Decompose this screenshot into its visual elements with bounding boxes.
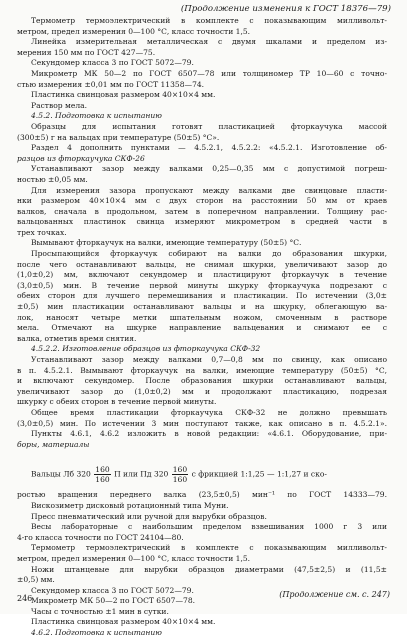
text-line: трех точках. <box>17 227 67 237</box>
text-line: Пластинка свинцовая размером 40×10×4 мм. <box>31 617 216 627</box>
page-header: (Продолжение изменения к ГОСТ 18376—79) <box>180 4 391 14</box>
text-line: Устанавливают зазор между валками 0,25—0,35 мм с допустимой погреш- <box>31 164 387 174</box>
rollers-formula <box>17 450 387 490</box>
text-line: Секундомер класса 3 по ГОСТ 5072—79. <box>31 585 194 595</box>
formula-middle: П или Пд 320 <box>114 469 169 479</box>
text-line: Термометр термоэлектрический в комплекте с показывающим милливольт- <box>31 16 387 25</box>
text-line: боры, материалы <box>17 439 90 449</box>
text-line: и включают секундомер. После образования шкурки останавливают вальцы, <box>17 376 387 386</box>
text-line: ±0,5) мин пластикации останавливают вальцы и на шкурку, облегающую ва- <box>17 302 387 312</box>
text-line: Линейка измерительная металлическая с двумя шкалами и пределом из- <box>31 37 387 47</box>
section-heading: 4.5.2. Подготовка к испытанию <box>31 111 162 121</box>
text-line: ростью вращения переднего валка (23,5±0,5) мин⁻¹ по ГОСТ 14333—79. <box>17 490 387 500</box>
text-line: шкурку с обеих сторон в течение первой минуты. <box>17 397 217 407</box>
text-line: Ножи штанцевые для вырубки образцов диаметрами (47,5±2,5) и (11,5± <box>31 564 387 574</box>
text-line: Вискозиметр дисковый ротационный типа Муни. <box>31 500 229 510</box>
formula-suffix: с фрикцией 1:1,25 — 1:1,27 и ско- <box>191 469 327 479</box>
formula-prefix: Вальцы Лб 320 <box>31 469 91 479</box>
text-line: Образцы для испытания готовят пластикацией фторкаучука массой <box>31 121 387 131</box>
text-line: Вымывают фторкаучук на валки, имеющие температуру (50±5) °С. <box>31 238 302 248</box>
text-line: Раствор мела. <box>31 100 88 110</box>
text-line: в п. 4.5.2.1. Вымывают фторкаучук на валки, имеющие температуру (50±5) °С, <box>17 365 387 375</box>
continued-note: (Продолжение см. с. 247) <box>279 590 390 599</box>
text-line: мела. Отмечают на шкурке направление вальцевания и снимают ее с <box>17 323 387 333</box>
text-line: (300±5) г на вальцах при температуре (50±5) °С». <box>17 132 220 142</box>
text-line: увеличивают зазор до (1,0±0,2) мм и продолжают пластикацию, подрезая <box>17 386 387 396</box>
text-line: (1,0±0,2) мм, включают секундомер и пластицируют фторкаучук в течение <box>17 270 387 280</box>
text-line: ±0,5) мм. <box>17 575 55 585</box>
text-line: после чего останавливают вальцы, не снимая шкурки, увеличивают зазор до <box>17 259 387 269</box>
text-line: метром, предел измерения 0—100 °С, класс точности 1,5. <box>17 553 251 563</box>
text-line: разцов из фторкаучука СКФ-26 <box>17 153 145 163</box>
fraction <box>94 465 110 484</box>
text-line: Пресс пневматический или ручной для вырубки образцов. <box>31 511 267 521</box>
text-line: Раздел 4 дополнить пунктами — 4.5.2.1, 4.5.2.2: «4.5.2.1. Изготовление об- <box>31 143 387 153</box>
text-line: Пункты 4.6.1, 4.6.2 изложить в новой редакции: «4.6.1. Оборудование, при- <box>31 429 387 439</box>
document-body <box>17 16 387 639</box>
text-line: Часы с точностью ±1 мин в сутки. <box>31 606 169 616</box>
text-line: (3,0±0,5) мин. В течение первой минуты шкурку фторкаучука подрезают с <box>17 280 387 290</box>
text-line: валков, сначала в продольном, затем в поперечном направлении. Толщину рас- <box>17 206 387 216</box>
section-heading: 4.6.2. Подготовка к испытанию <box>31 628 162 638</box>
text-line: (3,0±0,5) мин. По истечении 3 мин поступают также, как описано в п. 4.5.2.1». <box>17 418 387 428</box>
text-line: обеих сторон для лучшего перемешивания и пластикации. По истечении (3,0± <box>17 291 387 301</box>
text-line: валка, отметив время снятия. <box>17 333 137 343</box>
fraction-numerator: 160 <box>172 465 188 475</box>
section-heading: 4.5.2.2. Изготовление образцов из фторкаучука СКФ-32 <box>31 344 261 354</box>
text-line: Секундомер класса 3 по ГОСТ 5072—79. <box>31 58 194 68</box>
text-line: 4-го класса точности по ГОСТ 24104—80. <box>17 532 184 542</box>
fraction-numerator: 160 <box>95 465 110 475</box>
text-line: Термометр термоэлектрический в комплекте с показывающим милливольт- <box>31 543 387 553</box>
fraction <box>172 465 188 484</box>
text-line: Микрометр МК 50—2 по ГОСТ 6507—78. <box>31 596 196 606</box>
fraction-denominator: 160 <box>95 475 110 485</box>
text-line: Для измерения зазора пропускают между валками две свинцовые пласти- <box>31 185 387 195</box>
text-line: Общее время пластикации фторкаучука СКФ-32 не должно превышать <box>31 407 387 417</box>
text-line: Просыпающийся фторкаучук собирают на валки до образования шкурки, <box>31 249 387 259</box>
text-line: нки размером 40×10×4 мм с двух сторон на расстоянии 50 мм от краев <box>17 196 387 206</box>
text-line: ностью ±0,05 мм. <box>17 174 88 184</box>
text-line: Пластинка свинцовая размером 40×10×4 мм. <box>31 90 216 100</box>
text-line: Микрометр МК 50—2 по ГОСТ 6507—78 или толщиномер ТР 10—60 с точно- <box>31 68 387 78</box>
text-line: лок, наносят четыре метки шпательным ножом, смоченным в растворе <box>17 312 387 322</box>
text-line: стью измерения ±0,01 мм по ГОСТ 11358—74. <box>17 79 205 89</box>
page-number: 246 <box>17 594 33 603</box>
text-line: вальцованных пластинок свинца измеряют микрометром в средней части в <box>17 217 387 227</box>
text-line: Устанавливают зазор между валками 0,7—0,8 мм по свинцу, как описано <box>31 355 387 364</box>
text-line: мерения 150 мм по ГОСТ 427—75. <box>17 47 156 57</box>
text-line: метром, предел измерения 0—100 °С, класс точности 1,5. <box>17 26 251 36</box>
text-line: Весы лабораторные с наибольшим пределом взвешивания 1000 г 3 или <box>31 522 387 532</box>
fraction-denominator: 160 <box>172 475 188 485</box>
